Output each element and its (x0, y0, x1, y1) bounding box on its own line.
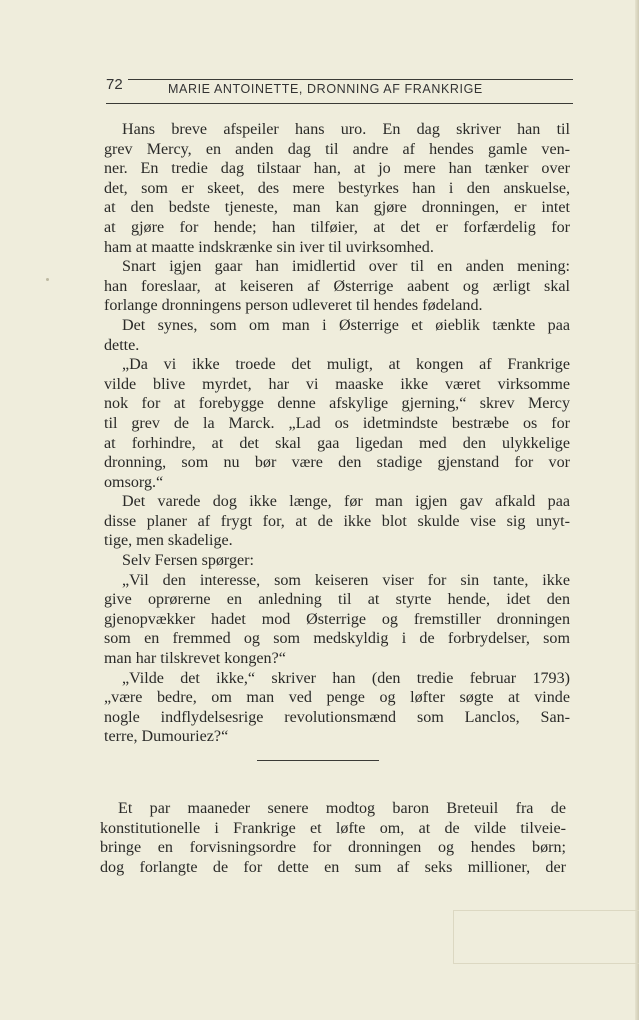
text-line: han foreslaar, at keiseren af Østerrige aabent og ærligt skal (104, 277, 570, 295)
paper-speck (46, 278, 49, 281)
paragraph (104, 571, 570, 669)
paragraph (104, 316, 570, 355)
paragraph (104, 257, 570, 316)
paragraph (104, 120, 570, 257)
paragraph (104, 492, 570, 551)
text-line: som en fremmed og som medskyldig i de forbrydelser, som (104, 630, 570, 648)
text-line: til grev de la Marck. „Lad os idetmindste bestræbe os for (104, 414, 570, 432)
text-line: disse planer af frygt for, at de ikke blot skulde vise sig unyt- (104, 512, 570, 530)
text-line: ner. En tredie dag tilstaar han, at jo mere han tænker over (104, 160, 570, 178)
header-rule-top (128, 79, 573, 80)
text-line: give oprørerne en anledning til at styrte hende, idet den (104, 591, 570, 609)
text-line: konstitutionelle i Frankrige et løfte om, at de vilde tilveie- (100, 819, 566, 837)
text-line: Det varede dog ikke længe, før man igjen gav afkald paa (122, 493, 570, 511)
text-line: Et par maaneder senere modtog baron Breteuil fra de (118, 800, 566, 817)
text-line: Det synes, som om man i Østerrige et øieblik tænkte paa (122, 316, 570, 334)
running-title: MARIE ANTOINETTE, DRONNING AF FRANKRIGE (168, 82, 483, 96)
text-line: ham at maatte indskrænke sin iver til uvirksomhed. (104, 238, 434, 256)
text-line: „være bedre, om man ved penge og løfter søgte at vinde (104, 689, 570, 707)
text-line: „Vil den interesse, som keiseren viser for sin tante, ikke (122, 571, 570, 589)
text-line: dette. (104, 336, 140, 354)
show-through-mark (453, 910, 639, 964)
text-line: nok for at forebygge denne afskylige gjerning,“ skrev Mercy (104, 395, 570, 413)
header-rule-bottom (106, 103, 573, 104)
text-line: terre, Dumouriez?“ (104, 728, 229, 746)
text-line: nogle indflydelsesrige revolutionsmænd som Lanclos, San- (104, 708, 570, 726)
text-line: at forhindre, at det skal gaa ligedan med den ulykkelige (104, 434, 570, 452)
paragraph (104, 669, 570, 747)
text-line: dog forlangte de for dette en sum af seks millioner, der (100, 858, 566, 876)
section-divider (257, 760, 379, 761)
text-line: „Vilde det ikke,“ skriver han (den tredie februar 1793) (122, 669, 570, 687)
text-line: omsorg.“ (104, 473, 164, 491)
text-line: at gjøre for hende; han tilføier, at det er forfærdelig for (104, 218, 570, 236)
paragraph (104, 551, 570, 571)
paragraph (100, 799, 566, 877)
text-line: Selv Fersen spørger: (122, 552, 255, 570)
text-line: tige, men skadelige. (104, 532, 233, 550)
text-line: „Da vi ikke troede det muligt, at kongen af Frankrige (122, 356, 570, 374)
text-line: gjenopvækker hadet mod Østerrige og fremstiller dronningen (104, 610, 570, 628)
text-line: dronning, som nu bør være den stadige gjenstand for vor (104, 454, 570, 472)
text-line: grev Mercy, en anden dag til andre af hendes gamle ven- (104, 140, 570, 158)
text-line: Snart igjen gaar han imidlertid over til en anden mening: (122, 258, 570, 276)
text-line: man har tilskrevet kongen?“ (104, 650, 286, 668)
text-line: vilde blive myrdet, har vi maaske ikke været virksomme (104, 375, 570, 393)
text-line: at den bedste tjeneste, man kan gjøre dronningen, er intet (104, 199, 570, 217)
text-line: Hans breve afspeiler hans uro. En dag skriver han til (122, 121, 570, 138)
text-line: forlange dronningens person udleveret til hendes fødeland. (104, 297, 483, 315)
continuation-text (100, 799, 566, 877)
page-header (106, 75, 573, 105)
page-edge (635, 0, 639, 1020)
page-number: 72 (106, 76, 123, 93)
main-text (104, 120, 570, 747)
text-line: det, som er skeet, des mere bestyrkes han i den anskuelse, (104, 179, 570, 197)
text-line: bringe en forvisningsordre for dronningen og hendes børn; (100, 839, 566, 857)
paragraph (104, 355, 570, 492)
